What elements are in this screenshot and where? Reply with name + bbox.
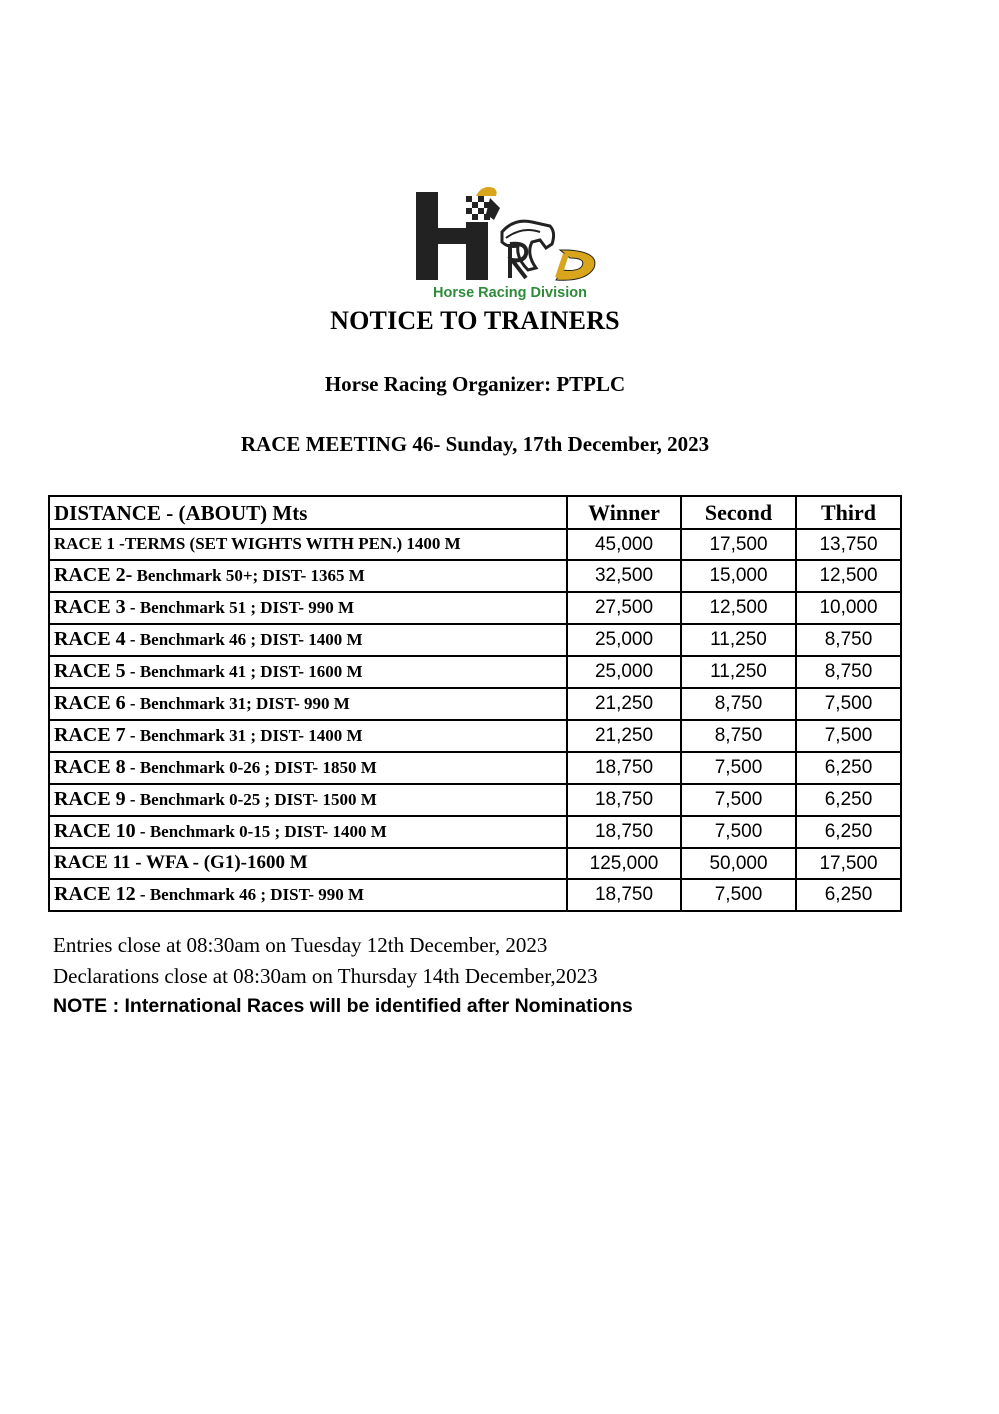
hrd-logo	[410, 182, 610, 304]
winner-prize: 18,750	[567, 816, 681, 848]
race-name: RACE 12	[54, 883, 136, 905]
second-prize: 11,250	[681, 624, 796, 656]
third-prize: 13,750	[796, 529, 901, 560]
winner-prize: 21,250	[567, 720, 681, 752]
race-cell	[49, 816, 567, 848]
table-row	[49, 816, 901, 848]
second-prize: 8,750	[681, 720, 796, 752]
table-row	[49, 624, 901, 656]
third-prize: 10,000	[796, 592, 901, 624]
header-distance: DISTANCE - (ABOUT) Mts	[49, 496, 567, 529]
race-cell	[49, 848, 567, 879]
table-row	[49, 529, 901, 560]
third-prize: 17,500	[796, 848, 901, 879]
winner-prize: 27,500	[567, 592, 681, 624]
second-prize: 8,750	[681, 688, 796, 720]
third-prize: 6,250	[796, 816, 901, 848]
race-name: RACE 9	[54, 788, 126, 810]
page-title: NOTICE TO TRAINERS	[330, 306, 620, 335]
race-detail: - Benchmark 31 ; DIST- 1400 M	[125, 726, 363, 745]
race-detail: - Benchmark 0-26 ; DIST- 1850 M	[125, 758, 377, 777]
table-row	[49, 560, 901, 592]
race-name: RACE 6	[54, 692, 126, 714]
third-prize: 6,250	[796, 784, 901, 816]
race-cell	[49, 656, 567, 688]
race-name: RACE 2-	[54, 564, 133, 586]
race-name: RACE 7	[54, 724, 126, 746]
second-prize: 12,500	[681, 592, 796, 624]
winner-prize: 18,750	[567, 879, 681, 911]
second-prize: 11,250	[681, 656, 796, 688]
table-row	[49, 656, 901, 688]
header-third: Third	[796, 496, 901, 529]
race-detail: - Benchmark 46 ; DIST- 1400 M	[125, 630, 363, 649]
prize-table	[48, 495, 902, 912]
winner-prize: 125,000	[567, 848, 681, 879]
third-prize: 12,500	[796, 560, 901, 592]
third-prize: 6,250	[796, 879, 901, 911]
third-prize: 8,750	[796, 624, 901, 656]
race-detail: - Benchmark 41 ; DIST- 1600 M	[125, 662, 363, 681]
race-cell	[49, 529, 567, 560]
race-detail: Benchmark 50+; DIST- 1365 M	[132, 566, 365, 585]
second-prize: 7,500	[681, 752, 796, 784]
race-cell	[49, 879, 567, 911]
winner-prize: 45,000	[567, 529, 681, 560]
winner-prize: 32,500	[567, 560, 681, 592]
second-prize: 7,500	[681, 816, 796, 848]
winner-prize: 18,750	[567, 752, 681, 784]
logo-caption: Horse Racing Division	[433, 285, 587, 301]
table-row	[49, 752, 901, 784]
table-row	[49, 879, 901, 911]
race-detail: - Benchmark 51 ; DIST- 990 M	[125, 598, 355, 617]
table-row	[49, 592, 901, 624]
race-detail: - Benchmark 0-25 ; DIST- 1500 M	[125, 790, 377, 809]
hrd-logo-graphic	[410, 182, 610, 286]
race-cell	[49, 560, 567, 592]
race-cell	[49, 688, 567, 720]
race-cell	[49, 784, 567, 816]
table-row	[49, 784, 901, 816]
race-cell	[49, 720, 567, 752]
third-prize: 6,250	[796, 752, 901, 784]
header-winner: Winner	[567, 496, 681, 529]
second-prize: 50,000	[681, 848, 796, 879]
race-detail: - Benchmark 31; DIST- 990 M	[125, 694, 350, 713]
third-prize: 7,500	[796, 688, 901, 720]
second-prize: 15,000	[681, 560, 796, 592]
table-row	[49, 688, 901, 720]
table-header-row	[49, 496, 901, 529]
organizer-line: Horse Racing Organizer: PTPLC	[324, 372, 626, 396]
winner-prize: 21,250	[567, 688, 681, 720]
entries-close-note: Entries close at 08:30am on Tuesday 12th December, 2023	[53, 933, 548, 957]
race-name: RACE 3	[54, 596, 126, 618]
race-detail: - Benchmark 46 ; DIST- 990 M	[135, 885, 365, 904]
race-name: RACE 1 -TERMS (SET WIGHTS WITH PEN.) 1400 M	[54, 534, 461, 553]
notes-section	[53, 930, 953, 1020]
race-name: RACE 5	[54, 660, 126, 682]
second-prize: 7,500	[681, 784, 796, 816]
second-prize: 7,500	[681, 879, 796, 911]
declarations-close-note: Declarations close at 08:30am on Thursday 14th December,2023	[53, 964, 598, 988]
header-second: Second	[681, 496, 796, 529]
meeting-line: RACE MEETING 46- Sunday, 17th December, 2023	[240, 432, 710, 456]
winner-prize: 18,750	[567, 784, 681, 816]
third-prize: 8,750	[796, 656, 901, 688]
winner-prize: 25,000	[567, 624, 681, 656]
table-row	[49, 720, 901, 752]
table-row	[49, 848, 901, 879]
second-prize: 17,500	[681, 529, 796, 560]
race-cell	[49, 624, 567, 656]
race-name: RACE 4	[54, 628, 126, 650]
international-races-note: NOTE : International Races will be identified after Nominations	[53, 995, 633, 1017]
race-cell	[49, 592, 567, 624]
race-name: RACE 8	[54, 756, 126, 778]
race-cell	[49, 752, 567, 784]
race-name: RACE 11 - WFA - (G1)-1600 M	[54, 852, 308, 873]
race-detail: - Benchmark 0-15 ; DIST- 1400 M	[135, 822, 387, 841]
race-name: RACE 10	[54, 820, 136, 842]
third-prize: 7,500	[796, 720, 901, 752]
winner-prize: 25,000	[567, 656, 681, 688]
